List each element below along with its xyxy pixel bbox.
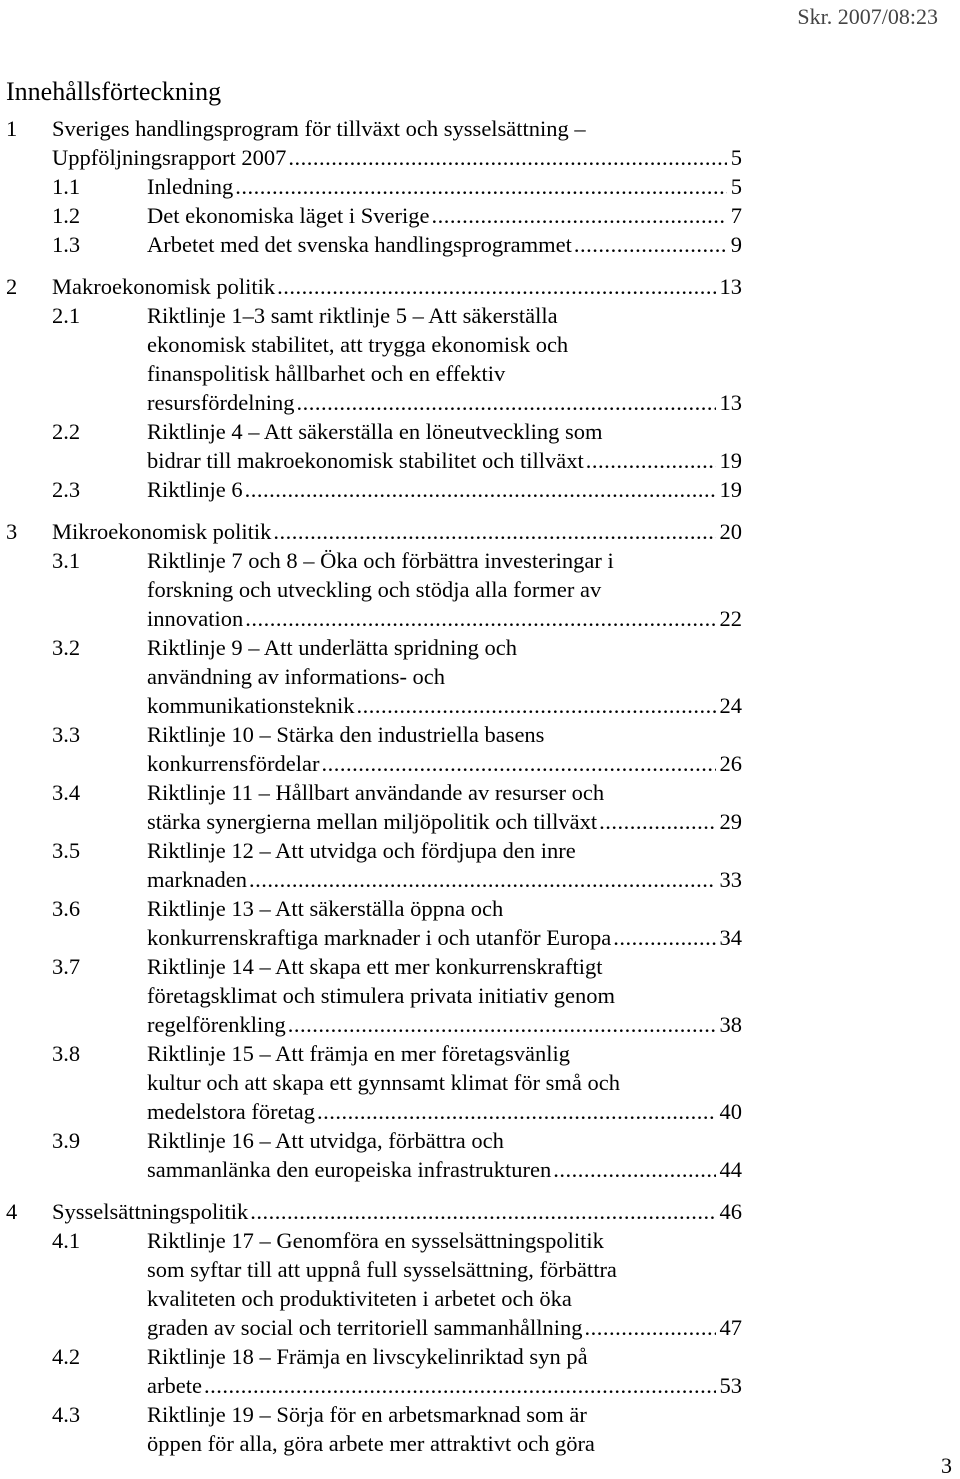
toc-entry-number: 4 (6, 1199, 18, 1224)
toc-section[interactable] (0, 1342, 960, 1400)
toc-page-number: 20 (719, 519, 742, 544)
toc-section[interactable] (0, 1400, 960, 1458)
toc-entry-text: Sysselsättningspolitik (52, 1199, 249, 1224)
toc-dot-leader (357, 691, 716, 720)
toc-entry-text: företagsklimat och stimulera privata initiativ genom (147, 983, 615, 1008)
toc-page-number: 40 (719, 1099, 742, 1124)
toc-section[interactable] (0, 1039, 960, 1126)
toc-section[interactable] (0, 836, 960, 894)
toc-entry-text: arbete (147, 1373, 202, 1398)
toc-entry-number: 1.2 (52, 203, 81, 228)
toc-page-number: 9 (730, 232, 742, 257)
toc-entry-line (147, 633, 742, 662)
toc-entry-text: som syftar till att uppnå full sysselsättning, förbättra (147, 1257, 617, 1282)
toc-entry-text: Sveriges handlingsprogram för tillväxt och sysselsättning – (52, 116, 586, 141)
toc-entry-text: kommunikationsteknik (147, 693, 355, 718)
toc-entry-line (147, 1313, 742, 1342)
toc-entry-text: användning av informations- och (147, 664, 446, 689)
toc-entry-text: finanspolitisk hållbarhet och en effektiv (147, 361, 506, 386)
toc-entry-line (52, 1197, 742, 1226)
toc-section[interactable] (0, 230, 960, 259)
toc-page-number: 26 (719, 751, 742, 776)
toc-entry-number: 1.1 (52, 174, 81, 199)
toc-entry-text: regelförenkling (147, 1012, 286, 1037)
toc-entry-line (147, 1429, 742, 1458)
toc-chapter[interactable] (0, 114, 960, 172)
toc-dot-leader (321, 749, 715, 778)
toc-entry-text: Riktlinje 11 – Hållbart användande av resurser och (147, 780, 605, 805)
toc-entry-number: 4.3 (52, 1402, 81, 1427)
toc-entry-text: marknaden (147, 867, 247, 892)
toc-entry-line (147, 1155, 742, 1184)
toc-entry-text: Riktlinje 10 – Stärka den industriella basens (147, 722, 545, 747)
toc-entry-line (147, 1126, 742, 1155)
toc-entry-text: Uppföljningsrapport 2007 (52, 145, 287, 170)
toc-entry-text: graden av social och territoriell sammanhållning (147, 1315, 583, 1340)
toc-entry-line (147, 720, 742, 749)
toc-dot-leader (250, 1197, 715, 1226)
toc-title: Innehållsförteckning (6, 77, 222, 107)
toc-entry-line (147, 201, 742, 230)
toc-section[interactable] (0, 952, 960, 1039)
toc-dot-leader (586, 446, 716, 475)
toc-dot-leader (273, 517, 715, 546)
toc-entry-line (147, 475, 742, 504)
toc-entry-line (52, 517, 742, 546)
toc-section[interactable] (0, 475, 960, 504)
toc-page-number: 38 (719, 1012, 742, 1037)
toc-page-number: 34 (719, 925, 742, 950)
toc-dot-leader (317, 1097, 715, 1126)
toc-entry-text: Riktlinje 12 – Att utvidga och fördjupa den inre (147, 838, 576, 863)
toc-entry-line (147, 1284, 742, 1313)
toc-entry-number: 2.3 (52, 477, 81, 502)
toc-entry-number: 3.5 (52, 838, 81, 863)
toc-entry-text: konkurrenskraftiga marknader i och utanför Europa (147, 925, 612, 950)
toc-section[interactable] (0, 301, 960, 417)
toc-entry-line (147, 575, 742, 604)
toc-page-number: 29 (719, 809, 742, 834)
toc-entry-text: medelstora företag (147, 1099, 316, 1124)
page-number: 3 (941, 1453, 952, 1478)
toc-entry-text: Riktlinje 14 – Att skapa ett mer konkurrenskraftigt (147, 954, 603, 979)
toc-dot-leader (288, 143, 726, 172)
toc-entry-number: 1.3 (52, 232, 81, 257)
toc-page-number: 46 (719, 1199, 742, 1224)
toc-page-number: 44 (719, 1157, 742, 1182)
toc-section[interactable] (0, 546, 960, 633)
toc-entry-line (147, 1226, 742, 1255)
toc-entry-line (147, 1371, 742, 1400)
toc-entry-line (147, 1255, 742, 1284)
toc-dot-leader (245, 475, 716, 504)
toc-page-number: 13 (719, 274, 742, 299)
toc-entry-text: Riktlinje 9 – Att underlätta spridning och (147, 635, 517, 660)
toc-entry-text: kvaliteten och produktiviteten i arbetet och öka (147, 1286, 572, 1311)
toc-dot-leader (277, 272, 715, 301)
toc-entry-text: Mikroekonomisk politik (52, 519, 272, 544)
toc-entry-number: 4.2 (52, 1344, 81, 1369)
toc-entry-line (52, 272, 742, 301)
toc-section[interactable] (0, 894, 960, 952)
toc-dot-leader (288, 1010, 716, 1039)
toc-page-number: 13 (719, 390, 742, 415)
toc-entry-text: sammanlänka den europeiska infrastrukturen (147, 1157, 552, 1182)
toc-entry-text: Riktlinje 4 – Att säkerställa en löneutveckling som (147, 419, 603, 444)
toc-entry-line (147, 417, 742, 446)
toc-entry-number: 3.8 (52, 1041, 81, 1066)
toc-entry-text: öppen för alla, göra arbete mer attraktivt och göra (147, 1431, 595, 1456)
toc-entry-line (147, 952, 742, 981)
toc-dot-leader (204, 1371, 716, 1400)
toc-entry-number: 2.1 (52, 303, 81, 328)
toc-entry-line (52, 114, 742, 143)
toc-section[interactable] (0, 201, 960, 230)
toc-entry-line (147, 1010, 742, 1039)
toc-entry-line (147, 1039, 742, 1068)
toc-entry-text: resursfördelning (147, 390, 295, 415)
toc-entry-number: 3.6 (52, 896, 81, 921)
header-reference: Skr. 2007/08:23 (797, 4, 938, 29)
toc-dot-leader (574, 230, 727, 259)
toc-entry-text: Riktlinje 19 – Sörja för en arbetsmarknad som är (147, 1402, 587, 1427)
toc-entry-text: Riktlinje 6 (147, 477, 243, 502)
toc-list (0, 114, 960, 1458)
toc-section[interactable] (0, 1226, 960, 1342)
toc-entry-number: 2.2 (52, 419, 81, 444)
toc-entry-text: bidrar till makroekonomisk stabilitet och tillväxt (147, 448, 584, 473)
toc-entry-number: 3.9 (52, 1128, 81, 1153)
toc-dot-leader (599, 807, 715, 836)
toc-entry-line (147, 230, 742, 259)
toc-entry-text: konkurrensfördelar (147, 751, 320, 776)
toc-page-number: 7 (730, 203, 742, 228)
toc-entry-line (147, 1068, 742, 1097)
toc-entry-text: kultur och att skapa ett gynnsamt klimat för små och (147, 1070, 621, 1095)
toc-dot-leader (249, 865, 716, 894)
toc-entry-line (147, 749, 742, 778)
toc-page-number: 53 (719, 1373, 742, 1398)
toc-page-number: 47 (719, 1315, 742, 1340)
toc-entry-text: Riktlinje 16 – Att utvidga, förbättra och (147, 1128, 504, 1153)
toc-entry-text: Riktlinje 17 – Genomföra en sysselsättningspolitik (147, 1228, 604, 1253)
toc-entry-text: Riktlinje 18 – Främja en livscykelinriktad syn på (147, 1344, 588, 1369)
toc-section[interactable] (0, 778, 960, 836)
toc-entry-line (147, 359, 742, 388)
toc-section[interactable] (0, 1126, 960, 1184)
toc-entry-line (147, 865, 742, 894)
toc-entry-line (147, 301, 742, 330)
toc-entry-number: 1 (6, 116, 18, 141)
toc-entry-line (147, 778, 742, 807)
toc-entry-line (52, 143, 742, 172)
toc-chapter[interactable] (0, 272, 960, 301)
toc-page-number: 19 (719, 448, 742, 473)
toc-dot-leader (431, 201, 726, 230)
toc-section[interactable] (0, 633, 960, 720)
toc-entry-text: Inledning (147, 174, 234, 199)
toc-entry-line (147, 546, 742, 575)
toc-entry-text: Riktlinje 13 – Att säkerställa öppna och (147, 896, 504, 921)
toc-entry-line (147, 691, 742, 720)
toc-entry-text: ekonomisk stabilitet, att trygga ekonomisk och (147, 332, 569, 357)
toc-section[interactable] (0, 720, 960, 778)
toc-entry-line (147, 172, 742, 201)
toc-entry-line (147, 388, 742, 417)
toc-dot-leader (553, 1155, 715, 1184)
toc-entry-number: 3.3 (52, 722, 81, 747)
toc-entry-text: innovation (147, 606, 244, 631)
toc-entry-number: 3 (6, 519, 18, 544)
toc-entry-line (147, 446, 742, 475)
toc-entry-number: 3.4 (52, 780, 81, 805)
toc-entry-line (147, 1342, 742, 1371)
toc-section[interactable] (0, 417, 960, 475)
toc-entry-line (147, 981, 742, 1010)
toc-dot-leader (296, 388, 715, 417)
toc-entry-number: 3.2 (52, 635, 81, 660)
toc-entry-line (147, 894, 742, 923)
toc-entry-number: 4.1 (52, 1228, 81, 1253)
toc-page-number: 19 (719, 477, 742, 502)
toc-section[interactable] (0, 172, 960, 201)
toc-entry-line (147, 836, 742, 865)
toc-dot-leader (584, 1313, 715, 1342)
toc-entry-line (147, 1097, 742, 1126)
toc-page-number: 24 (719, 693, 742, 718)
toc-page-number: 5 (730, 145, 742, 170)
toc-dot-leader (245, 604, 715, 633)
toc-entry-text: Riktlinje 7 och 8 – Öka och förbättra investeringar i (147, 548, 614, 573)
toc-entry-line (147, 330, 742, 359)
toc-page-number: 22 (719, 606, 742, 631)
toc-entry-line (147, 662, 742, 691)
toc-entry-text: Makroekonomisk politik (52, 274, 276, 299)
toc-entry-line (147, 923, 742, 952)
toc-chapter[interactable] (0, 1197, 960, 1226)
toc-page-number: 33 (719, 867, 742, 892)
toc-entry-text: Arbetet med det svenska handlingsprogrammet (147, 232, 572, 257)
toc-entry-text: Riktlinje 1–3 samt riktlinje 5 – Att säkerställa (147, 303, 558, 328)
toc-entry-text: stärka synergierna mellan miljöpolitik och tillväxt (147, 809, 598, 834)
toc-entry-number: 3.1 (52, 548, 81, 573)
toc-entry-text: Det ekonomiska läget i Sverige (147, 203, 430, 228)
toc-entry-line (147, 604, 742, 633)
toc-entry-text: forskning och utveckling och stödja alla former av (147, 577, 602, 602)
toc-entry-line (147, 1400, 742, 1429)
toc-chapter[interactable] (0, 517, 960, 546)
toc-entry-number: 3.7 (52, 954, 81, 979)
toc-dot-leader (235, 172, 727, 201)
toc-dot-leader (613, 923, 715, 952)
toc-entry-line (147, 807, 742, 836)
toc-entry-number: 2 (6, 274, 18, 299)
toc-page-number: 5 (730, 174, 742, 199)
toc-entry-text: Riktlinje 15 – Att främja en mer företagsvänlig (147, 1041, 571, 1066)
